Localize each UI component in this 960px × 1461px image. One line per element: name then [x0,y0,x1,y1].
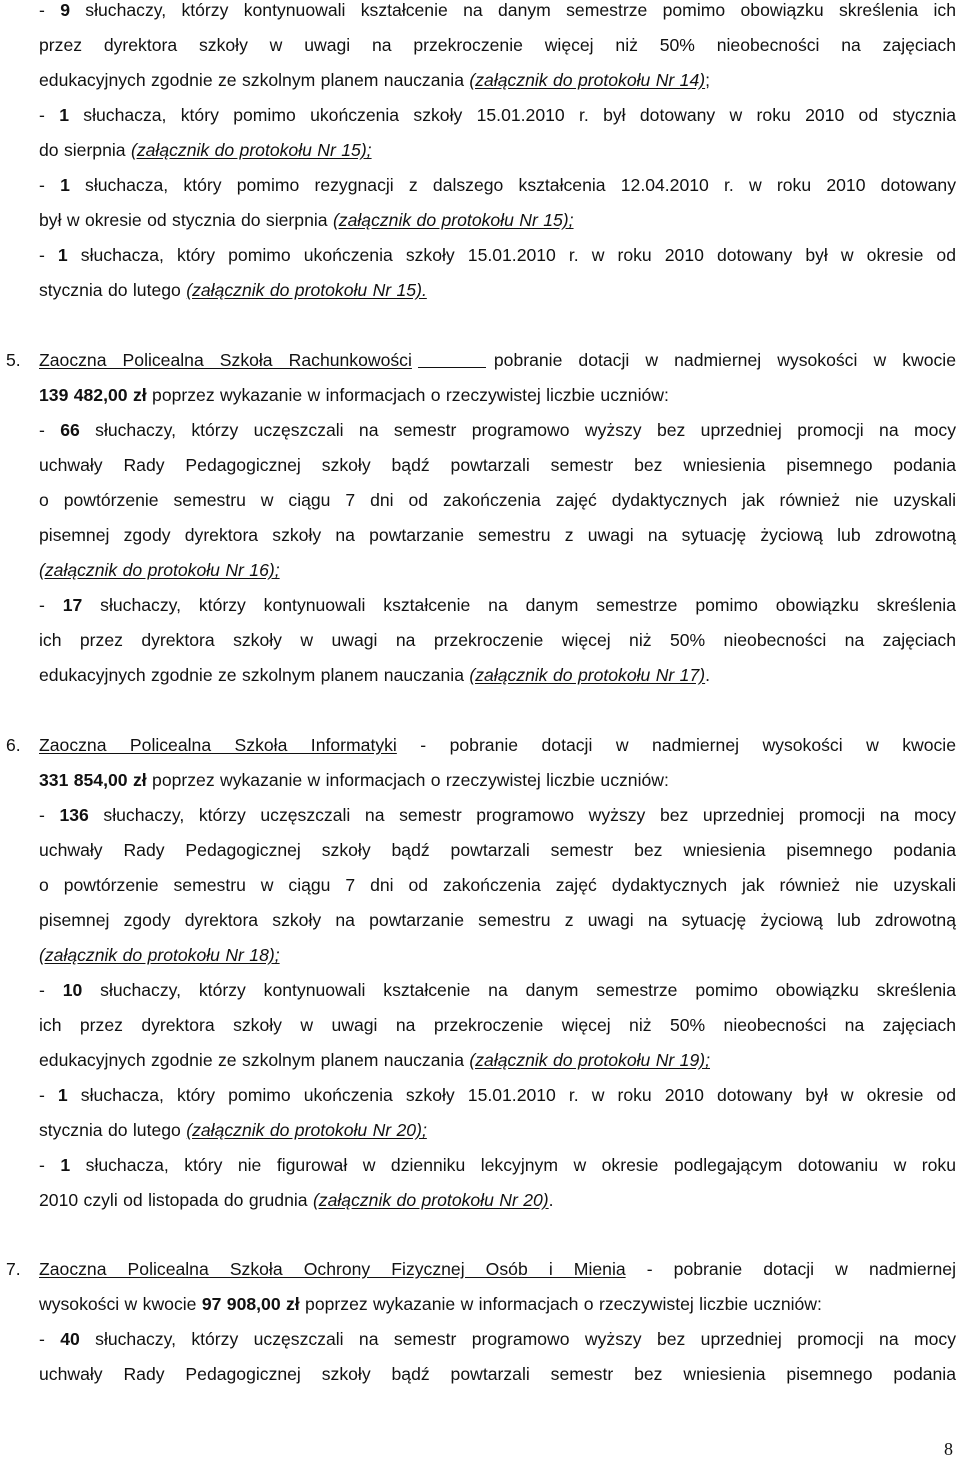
text-line: ich przez dyrektora szkoły w uwagi na przekroczenie więcej niż 50% nieobecności na zajęciach [39,1015,956,1035]
section-number: 6. [6,735,21,755]
text-line: przez dyrektora szkoły w uwagi na przekroczenie więcej niż 50% nieobecności na zajęciach [39,35,956,55]
text-line: stycznia do lutego (załącznik do protokołu Nr 20); [39,1120,427,1140]
section-heading-line: Zaoczna Policealna Szkoła Rachunkowości pobranie dotacji w nadmiernej wysokości w kwocie [39,350,957,370]
text-line: 2010 czyli od listopada do grudnia (załącznik do protokołu Nr 20). [39,1190,554,1210]
text-line: - 9 słuchaczy, którzy kontynuowali kształcenie na danym semestrze pomimo obowiązku skreślenia ich [39,0,956,20]
amount: 331 854,00 zł [39,770,147,790]
text-line: (załącznik do protokołu Nr 18); [39,945,280,965]
list-item: - 1 słuchacza, który pomimo ukończenia szkoły 15.01.2010 r. w roku 2010 dotowany był w okresie od [39,1085,956,1105]
section-title: Zaoczna Policealna Szkoła Informatyki [39,735,397,755]
dash-rule [418,355,486,368]
text-line: ich przez dyrektora szkoły w uwagi na przekroczenie więcej niż 50% nieobecności na zajęciach [39,630,956,650]
text-line: (załącznik do protokołu Nr 16); [39,560,280,580]
text-line: edukacyjnych zgodnie ze szkolnym planem nauczania (załącznik do protokołu Nr 17). [39,665,710,685]
amount: 139 482,00 zł [39,385,147,405]
text-line: był w okresie od stycznia do sierpnia (załącznik do protokołu Nr 15); [39,210,574,230]
text-line: edukacyjnych zgodnie ze szkolnym planem nauczania (załącznik do protokołu Nr 14); [39,70,710,90]
text-line: edukacyjnych zgodnie ze szkolnym planem nauczania (załącznik do protokołu Nr 19); [39,1050,710,1070]
section-heading-line: Zaoczna Policealna Szkoła Ochrony Fizycznej Osób i Mienia - pobranie dotacji w nadmiernej [39,1259,956,1279]
text-line: uchwały Rady Pedagogicznej szkoły bądź powtarzali semestr bez wniesienia pisemnego podania [39,455,956,475]
text-line: - 1 słuchacza, który pomimo rezygnacji z dalszego kształcenia 12.04.2010 r. w roku 2010 dotowany [39,175,956,195]
text-line: pisemnej zgody dyrektora szkoły na powtarzanie semestru z uwagi na sytuację życiową lub zdrowotną [39,910,956,930]
list-item: - 40 słuchaczy, którzy uczęszczali na semestr programowo wyższy bez uprzedniej promocji na mocy [39,1329,956,1349]
section-number: 7. [6,1259,21,1279]
amount: 97 908,00 zł [201,1294,300,1314]
text-line: stycznia do lutego (załącznik do protokołu Nr 15). [39,280,427,300]
text-line: wysokości w kwocie 97 908,00 zł poprzez wykazanie w informacjach o rzeczywistej liczbie uczniów: [39,1294,822,1314]
text-line: 331 854,00 zł poprzez wykazanie w informacjach o rzeczywistej liczbie uczniów: [39,770,669,790]
text-line: do sierpnia (załącznik do protokołu Nr 15); [39,140,372,160]
section-number: 5. [6,350,21,370]
list-item: - 66 słuchaczy, którzy uczęszczali na semestr programowo wyższy bez uprzedniej promocji na mocy [39,420,956,440]
list-item: - 10 słuchaczy, którzy kontynuowali kształcenie na danym semestrze pomimo obowiązku skreślenia [39,980,956,1000]
text-line: o powtórzenie semestru w ciągu 7 dni od zakończenia zajęć dydaktycznych jak również nie uzyskali [39,875,956,895]
page-number: 8 [944,1439,953,1459]
text-line: - 1 słuchacza, który pomimo ukończenia szkoły 15.01.2010 r. w roku 2010 dotowany był w okresie od [39,245,956,265]
section-title: Zaoczna Policealna Szkoła Ochrony Fizycznej Osób i Mienia [39,1259,626,1279]
list-item: - 1 słuchacza, który nie figurował w dzienniku lekcyjnym w okresie podlegającym dotowaniu w roku [39,1155,957,1175]
list-item: - 17 słuchaczy, którzy kontynuowali kształcenie na danym semestrze pomimo obowiązku skreślenia [39,595,956,615]
text-line: pisemnej zgody dyrektora szkoły na powtarzanie semestru z uwagi na sytuację życiową lub zdrowotną [39,525,956,545]
text-line: uchwały Rady Pedagogicznej szkoły bądź powtarzali semestr bez wniesienia pisemnego podania [39,840,956,860]
text-line: - 1 słuchacza, który pomimo ukończenia szkoły 15.01.2010 r. był dotowany w roku 2010 od stycznia [39,105,956,125]
section-title: Zaoczna Policealna Szkoła Rachunkowości [39,350,412,370]
text-line: uchwały Rady Pedagogicznej szkoły bądź powtarzali semestr bez wniesienia pisemnego podania [39,1364,956,1384]
section-heading-line: Zaoczna Policealna Szkoła Informatyki - pobranie dotacji w nadmiernej wysokości w kwocie [39,735,956,755]
text-line: 139 482,00 zł poprzez wykazanie w informacjach o rzeczywistej liczbie uczniów: [39,385,669,405]
list-item: - 136 słuchaczy, którzy uczęszczali na semestr programowo wyższy bez uprzedniej promocji na mocy [39,805,956,825]
text-line: o powtórzenie semestru w ciągu 7 dni od zakończenia zajęć dydaktycznych jak również nie uzyskali [39,490,956,510]
